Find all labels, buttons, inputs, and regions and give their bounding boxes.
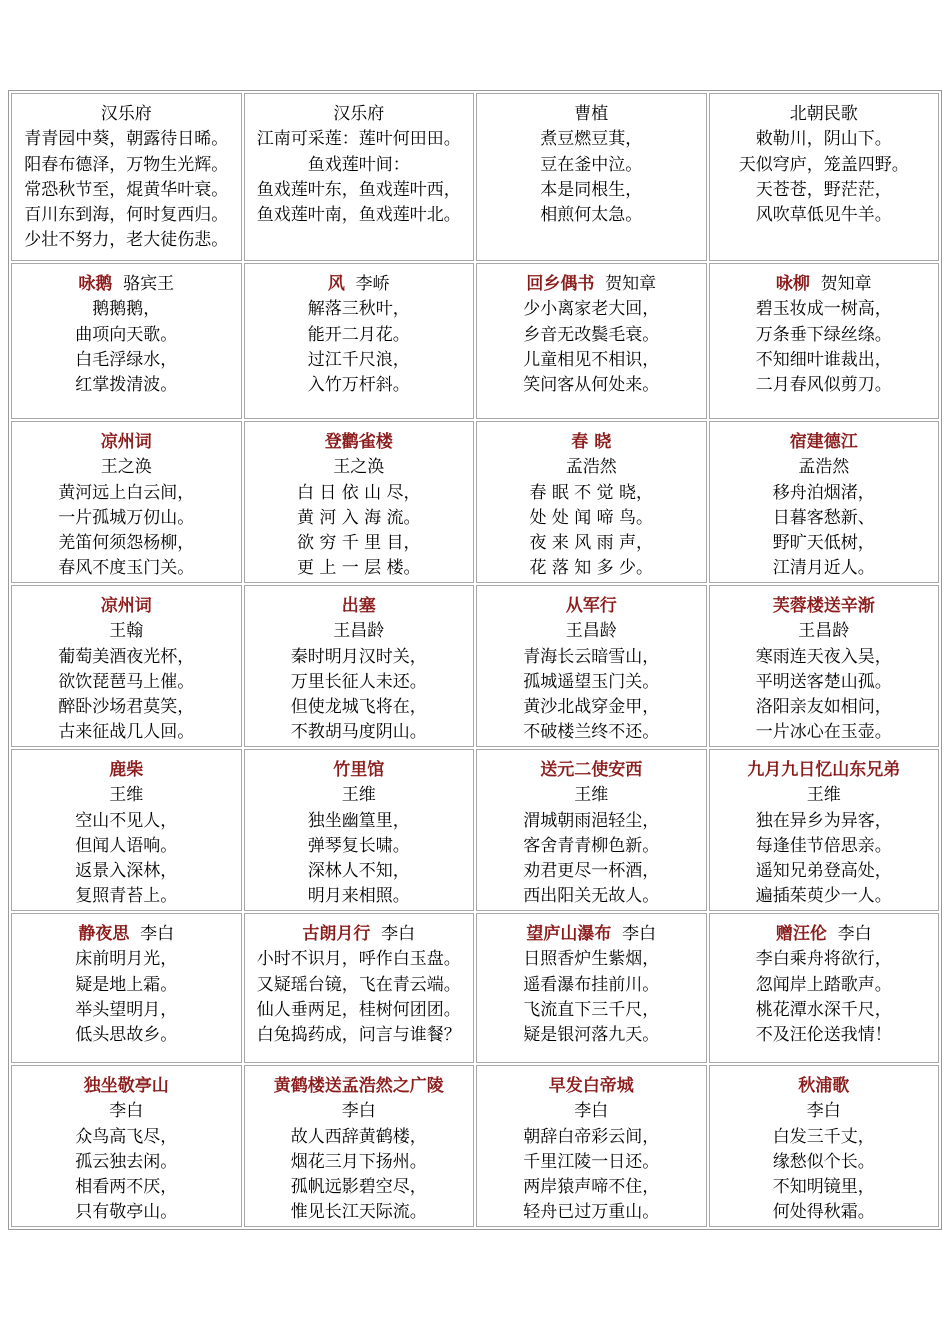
poem-line: 床前明月光，	[75, 949, 178, 970]
poem-author: 王昌龄	[798, 621, 850, 642]
poem-line: 客舍青青柳色新。	[523, 835, 660, 856]
poem-author: 李白	[109, 1101, 144, 1122]
poem-cell	[476, 1065, 707, 1227]
poem-line: 鱼戏莲叶南，鱼戏莲叶北。	[256, 205, 461, 226]
poem-header	[12, 758, 241, 783]
poem-line: 低头思故乡。	[75, 1025, 178, 1046]
poem-author: 李白	[622, 924, 657, 944]
poem-header	[477, 102, 706, 127]
poem-author: 李白	[574, 1101, 609, 1122]
poem-line: 返景入深林，	[75, 861, 178, 882]
poem-line: 渭城朝雨浥轻尘，	[523, 810, 660, 831]
poem-author: 王维	[574, 785, 609, 806]
poem-line: 日照香炉生紫烟，	[523, 949, 660, 970]
poem-line: 孤城遥望玉门关。	[523, 671, 660, 692]
poem-line: 乡音无改鬓毛衰。	[523, 324, 660, 345]
poem-header	[245, 758, 474, 783]
poem-title: 赠汪伦	[775, 924, 827, 944]
poem-line: 复照青苔上。	[75, 886, 178, 907]
poem-cell	[244, 263, 475, 419]
poem-row	[11, 93, 939, 261]
poem-line: 常恐秋节至，焜黄华叶衰。	[24, 179, 229, 200]
poem-title: 静夜思	[78, 924, 130, 944]
poem-title: 咏柳	[775, 274, 810, 294]
poem-line: 空山不见人，	[75, 810, 178, 831]
poem-header	[12, 102, 241, 127]
poem-line: 故人西辞黄鹤楼，	[290, 1126, 427, 1147]
poem-source: 北朝民歌	[789, 104, 858, 124]
poem-title: 独坐敬亭山	[83, 1076, 169, 1096]
poem-line: 独坐幽篁里，	[307, 810, 410, 831]
poem-title: 春 晓	[571, 432, 612, 452]
poem-line: 两岸猿声啼不住，	[523, 1177, 660, 1198]
poem-title: 登鹳雀楼	[324, 432, 393, 452]
poem-line: 白 日 依 山 尽，	[296, 482, 421, 503]
poem-line: 但使龙城飞将在，	[290, 697, 427, 718]
poem-line: 风吹草低见牛羊。	[755, 205, 892, 226]
poem-line: 解落三秋叶，	[307, 299, 410, 320]
poem-source: 曹植	[574, 104, 609, 124]
poem-row	[11, 1065, 939, 1227]
poem-line: 青海长云暗雪山，	[523, 646, 660, 667]
poem-line: 每逢佳节倍思亲。	[755, 835, 892, 856]
poem-line: 相煎何太急。	[540, 205, 643, 226]
poem-header	[245, 102, 474, 127]
poem-line: 万里长征人未还。	[290, 671, 427, 692]
poem-header	[710, 430, 939, 455]
poem-author: 贺知章	[605, 274, 657, 294]
poem-cell	[709, 749, 940, 911]
poem-author: 李白	[837, 924, 872, 944]
poem-line: 鱼戏莲叶东，鱼戏莲叶西，	[256, 179, 461, 200]
poem-title: 望庐山瀑布	[526, 924, 612, 944]
poem-line: 孤云独去闲。	[75, 1151, 178, 1172]
poem-line: 一片冰心在玉壶。	[755, 722, 892, 743]
poem-line: 羌笛何须怨杨柳，	[58, 533, 195, 554]
poem-line: 白发三千丈，	[772, 1126, 875, 1147]
poem-line: 移舟泊烟渚，	[772, 482, 875, 503]
poem-line: 众鸟高飞尽，	[75, 1126, 178, 1147]
poem-header	[477, 758, 706, 783]
poem-line: 百川东到海，何时复西归。	[24, 205, 229, 226]
poem-line: 处 处 闻 啼 鸟。	[529, 507, 654, 528]
poem-cell	[476, 421, 707, 583]
poem-line: 不及汪伦送我情！	[755, 1025, 892, 1046]
poem-line: 弹琴复长啸。	[307, 835, 410, 856]
poem-line: 不教胡马度阴山。	[290, 722, 427, 743]
poem-line: 朝辞白帝彩云间，	[523, 1126, 660, 1147]
poem-author: 李白	[140, 924, 175, 944]
poem-author: 王之涣	[100, 457, 152, 478]
poem-author: 王维	[109, 785, 144, 806]
poem-line: 遥看瀑布挂前川。	[523, 974, 660, 995]
poem-table-body	[11, 93, 939, 1227]
poem-header	[12, 594, 241, 619]
poem-cell	[11, 263, 242, 419]
poem-title: 送元二使安西	[540, 760, 643, 780]
poem-author: 王维	[341, 785, 376, 806]
poem-line: 遥知兄弟登高处，	[755, 861, 892, 882]
poem-cell	[476, 749, 707, 911]
poem-cell	[244, 749, 475, 911]
poem-line: 不知明镜里，	[772, 1177, 875, 1198]
poem-line: 青青园中葵，朝露待日晞。	[24, 129, 229, 150]
poem-row	[11, 421, 939, 583]
poem-author: 孟浩然	[798, 457, 850, 478]
poem-title: 九月九日忆山东兄弟	[747, 760, 901, 780]
poem-cell	[709, 421, 940, 583]
poem-source: 汉乐府	[100, 104, 152, 124]
poem-author: 李白	[381, 924, 416, 944]
poem-cell	[709, 585, 940, 747]
poem-line: 举头望明月，	[75, 999, 178, 1020]
poem-line: 鱼戏莲叶间：	[307, 154, 410, 175]
poem-line: 缘愁似个长。	[772, 1151, 875, 1172]
poem-line: 一片孤城万仞山。	[58, 507, 195, 528]
poem-line: 秦时明月汉时关，	[290, 646, 427, 667]
poem-line: 江清月近人。	[772, 558, 875, 579]
poem-author: 王维	[806, 785, 841, 806]
poem-author: 骆宾王	[123, 274, 175, 294]
poem-line: 白兔捣药成，问言与谁餐？	[256, 1025, 461, 1046]
poem-line: 李白乘舟将欲行，	[755, 949, 892, 970]
poem-header	[245, 922, 474, 947]
poem-cell	[709, 263, 940, 419]
poem-line: 相看两不厌，	[75, 1177, 178, 1198]
poem-header	[12, 1074, 241, 1099]
poem-cell	[11, 421, 242, 583]
poem-title: 凉州词	[100, 432, 152, 452]
poem-cell	[11, 93, 242, 261]
poem-author: 王翰	[109, 621, 144, 642]
poem-line: 孤帆远影碧空尽，	[290, 1177, 427, 1198]
poem-cell	[244, 913, 475, 1063]
poem-title: 回乡偶书	[526, 274, 595, 294]
poem-line: 遍插茱萸少一人。	[755, 886, 892, 907]
poem-source: 汉乐府	[333, 104, 385, 124]
poem-line: 天似穹庐，笼盖四野。	[738, 154, 909, 175]
poem-header	[710, 594, 939, 619]
poem-line: 西出阳关无故人。	[523, 886, 660, 907]
poem-title: 秋浦歌	[798, 1076, 850, 1096]
poem-header	[477, 922, 706, 947]
poem-cell	[244, 421, 475, 583]
poem-header	[477, 1074, 706, 1099]
poem-header	[710, 272, 939, 297]
poem-title: 芙蓉楼送辛渐	[772, 596, 875, 616]
poem-cell	[11, 749, 242, 911]
poem-author: 贺知章	[820, 274, 872, 294]
poem-table	[8, 90, 942, 1230]
poem-line: 小时不识月，呼作白玉盘。	[256, 949, 461, 970]
poem-line: 平明送客楚山孤。	[755, 671, 892, 692]
poem-cell	[11, 913, 242, 1063]
poem-line: 劝君更尽一杯酒，	[523, 861, 660, 882]
poem-cell	[476, 93, 707, 261]
poem-line: 寒雨连天夜入吴，	[755, 646, 892, 667]
poem-title: 凉州词	[100, 596, 152, 616]
poem-line: 又疑瑶台镜，飞在青云端。	[256, 974, 461, 995]
poem-line: 何处得秋霜。	[772, 1202, 875, 1223]
poem-header	[477, 594, 706, 619]
poem-header	[710, 1074, 939, 1099]
poem-line: 春 眠 不 觉 晓，	[529, 482, 654, 503]
poem-title: 咏鹅	[78, 274, 113, 294]
poem-cell	[244, 585, 475, 747]
poem-line: 轻舟已过万重山。	[523, 1202, 660, 1223]
poem-title: 竹里馆	[333, 760, 385, 780]
poem-line: 烟花三月下扬州。	[290, 1151, 427, 1172]
poem-cell	[476, 585, 707, 747]
poem-line: 古来征战几人回。	[58, 722, 195, 743]
poem-line: 不知细叶谁裁出，	[755, 349, 892, 370]
poem-header	[245, 430, 474, 455]
poem-row	[11, 749, 939, 911]
poem-cell	[11, 1065, 242, 1227]
poem-line: 只有敬亭山。	[75, 1202, 178, 1223]
poem-line: 花 落 知 多 少。	[529, 558, 654, 579]
poem-line: 醉卧沙场君莫笑，	[58, 697, 195, 718]
poem-header	[477, 272, 706, 297]
poem-line: 桃花潭水深千尺，	[755, 999, 892, 1020]
poem-row	[11, 913, 939, 1063]
poem-line: 阳春布德泽，万物生光辉。	[24, 154, 229, 175]
poem-author: 李白	[341, 1101, 376, 1122]
poem-title: 出塞	[341, 596, 376, 616]
poem-line: 深林人不知，	[307, 861, 410, 882]
poem-line: 鹅鹅鹅，	[92, 299, 161, 320]
poem-line: 忽闻岸上踏歌声。	[755, 974, 892, 995]
poem-line: 曲项向天歌。	[75, 324, 178, 345]
poem-line: 春风不度玉门关。	[58, 558, 195, 579]
poem-line: 江南可采莲：莲叶何田田。	[256, 129, 461, 150]
poem-title: 黄鹤楼送孟浩然之广陵	[273, 1076, 444, 1096]
poem-line: 过江千尺浪，	[307, 349, 410, 370]
poem-author: 孟浩然	[565, 457, 617, 478]
poem-line: 更 上 一 层 楼。	[296, 558, 421, 579]
poem-header	[710, 102, 939, 127]
poem-line: 野旷天低树，	[772, 533, 875, 554]
poem-line: 二月春风似剪刀。	[755, 375, 892, 396]
poem-line: 少壮不努力，老大徒伤悲。	[24, 230, 229, 251]
poem-cell	[11, 585, 242, 747]
poem-line: 疑是地上霜。	[75, 974, 178, 995]
poem-line: 煮豆燃豆萁，	[540, 129, 643, 150]
poem-line: 黄 河 入 海 流。	[296, 507, 421, 528]
poem-line: 日暮客愁新、	[772, 507, 875, 528]
poem-cell	[244, 93, 475, 261]
poem-author: 王之涣	[333, 457, 385, 478]
poem-author: 王昌龄	[333, 621, 385, 642]
poem-title: 古朗月行	[302, 924, 371, 944]
poem-header	[12, 430, 241, 455]
poem-header	[245, 594, 474, 619]
poem-header	[12, 922, 241, 947]
poem-line: 独在异乡为异客，	[755, 810, 892, 831]
poem-header	[12, 272, 241, 297]
poem-line: 夜 来 风 雨 声，	[529, 533, 654, 554]
poem-title: 从军行	[565, 596, 617, 616]
poem-author: 李白	[806, 1101, 841, 1122]
poem-line: 黄沙北战穿金甲，	[523, 697, 660, 718]
poem-line: 豆在釜中泣。	[540, 154, 643, 175]
poem-row	[11, 263, 939, 419]
poem-header	[245, 1074, 474, 1099]
poem-line: 碧玉妆成一树高，	[755, 299, 892, 320]
poem-cell	[709, 1065, 940, 1227]
poem-line: 欲饮琵琶马上催。	[58, 671, 195, 692]
poem-line: 葡萄美酒夜光杯，	[58, 646, 195, 667]
poem-cell	[709, 913, 940, 1063]
poem-line: 不破楼兰终不还。	[523, 722, 660, 743]
poem-title: 风	[327, 274, 345, 294]
poem-header	[477, 430, 706, 455]
poem-line: 少小离家老大回，	[523, 299, 660, 320]
poem-line: 黄河远上白云间，	[58, 482, 195, 503]
poem-line: 仙人垂两足，桂树何团团。	[256, 999, 461, 1020]
poem-row	[11, 585, 939, 747]
poem-author: 李峤	[355, 274, 390, 294]
poem-cell	[709, 93, 940, 261]
poem-line: 天苍苍，野茫茫，	[755, 179, 892, 200]
poem-line: 明月来相照。	[307, 886, 410, 907]
poem-line: 白毛浮绿水，	[75, 349, 178, 370]
poem-author: 王昌龄	[565, 621, 617, 642]
poem-cell	[476, 913, 707, 1063]
poem-line: 但闻人语响。	[75, 835, 178, 856]
poem-line: 飞流直下三千尺，	[523, 999, 660, 1020]
poem-title: 宿建德江	[789, 432, 858, 452]
poem-line: 疑是银河落九天。	[523, 1025, 660, 1046]
poem-cell	[244, 1065, 475, 1227]
poem-title: 鹿柴	[109, 760, 144, 780]
poem-line: 敕勒川，阴山下。	[755, 129, 892, 150]
poem-line: 笑问客从何处来。	[523, 375, 660, 396]
poem-line: 洛阳亲友如相问，	[755, 697, 892, 718]
poem-header	[710, 758, 939, 783]
poem-line: 儿童相见不相识，	[523, 349, 660, 370]
poem-line: 欲 穷 千 里 目，	[296, 533, 421, 554]
poem-line: 红掌拨清波。	[75, 375, 178, 396]
poem-cell	[476, 263, 707, 419]
poem-line: 千里江陵一日还。	[523, 1151, 660, 1172]
poem-line: 本是同根生，	[540, 179, 643, 200]
poem-line: 惟见长江天际流。	[290, 1202, 427, 1223]
poem-header	[710, 922, 939, 947]
poem-header	[245, 272, 474, 297]
poem-line: 入竹万杆斜。	[307, 375, 410, 396]
poem-line: 能开二月花。	[307, 324, 410, 345]
poem-title: 早发白帝城	[548, 1076, 634, 1096]
poem-line: 万条垂下绿丝绦。	[755, 324, 892, 345]
